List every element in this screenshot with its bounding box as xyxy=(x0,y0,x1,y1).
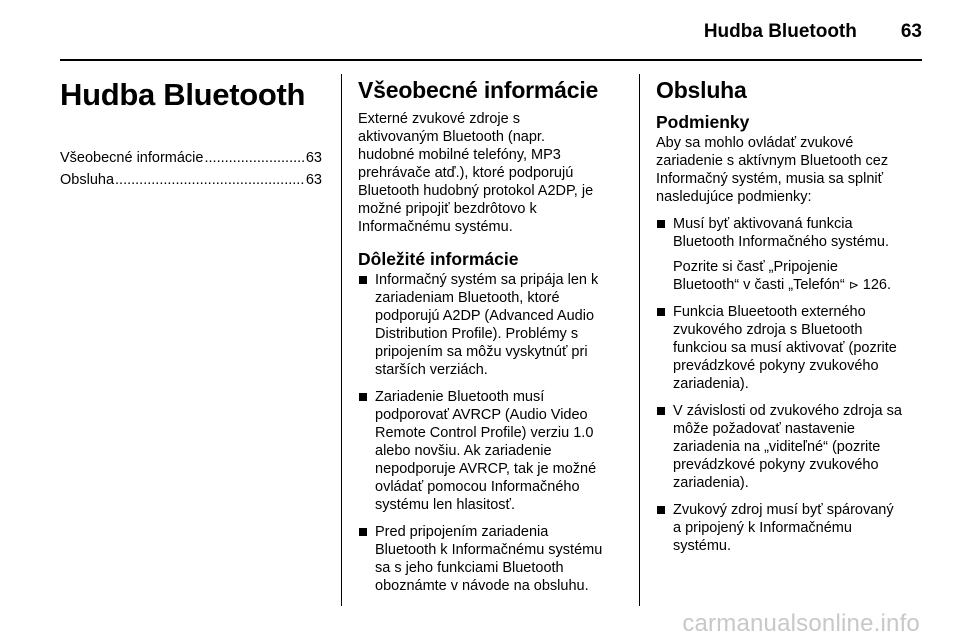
bullet-square-icon xyxy=(657,407,665,415)
conditions-list xyxy=(656,215,922,555)
list-item: Pred pripojením zariadenia Bluetooth k Informačnému systému sa s jeho funkciami Bluetooth oboznámte v návode na obsluhu. xyxy=(358,523,623,595)
watermark: carmanualsonline.info xyxy=(682,610,920,637)
list-item: Informačný systém sa pripája len k zariadeniam Bluetooth, ktoré podporujú A2DP (Advanced Audio Distribution Profile). Problémy s pripojením sa môžu vyskytnúť pri starších verziách. xyxy=(358,271,623,379)
column-divider-right xyxy=(639,74,640,606)
operation-column xyxy=(656,74,922,564)
bullet-square-icon xyxy=(359,528,367,536)
bullet-square-icon xyxy=(359,393,367,401)
important-info-heading: Dôležité informácie xyxy=(358,249,519,269)
list-item: Zariadenie Bluetooth musí podporovať AVRCP (Audio Video Remote Control Profile) verziu 1.0 alebo novšiu. Ak zariadenie nepodporuje AVRCP, tak je možné ovládať pomocou Informačného systému len hlasitosť. xyxy=(358,388,623,514)
general-info-intro: Externé zvukové zdroje s aktivovaným Bluetooth (napr. hudobné mobilné telefóny, MP3 prehrávače atď.), ktoré podporujú Bluetooth hudobný protokol A2DP, je možné pripojiť bezdrôtovo k Informačnému systému. xyxy=(358,111,594,235)
list-item: Funkcia Blueetooth externého zvukového zdroja s Bluetooth funkciou sa musí aktivovať (pozrite prevádzkové pokyny zvukového zariadenia). xyxy=(656,303,922,393)
column-divider-left xyxy=(341,74,342,606)
cross-reference-note: Pozrite si časť „Pripojenie Bluetooth“ v časti „Telefón“ ⊳ 126. xyxy=(673,259,892,293)
running-header-title: Hudba Bluetooth xyxy=(703,21,857,42)
chapter-title: Hudba Bluetooth xyxy=(60,77,306,112)
list-item: V závislosti od zvukového zdroja sa môže požadovať nastavenie zariadenia na „viditeľné“ (pozrite prevádzkové pokyny zvukového zariadenia). xyxy=(656,402,922,492)
important-info-list xyxy=(358,271,623,595)
list-item: Musí byť aktivovaná funkcia Bluetooth Informačného systému. Pozrite si časť „Pripojenie Bluetooth“ v časti „Telefón“ ⊳ 126. xyxy=(656,215,922,294)
toc-entry-label: Obsluha xyxy=(60,172,115,188)
toc-entry-label: Všeobecné informácie xyxy=(60,150,204,166)
header-rule xyxy=(60,59,922,61)
bullet-square-icon xyxy=(657,220,665,228)
toc-entry-page: 63 xyxy=(305,172,322,188)
toc-dot-leader xyxy=(204,148,304,168)
running-header xyxy=(660,20,922,44)
page-reference-arrow-icon: ⊳ xyxy=(848,278,859,292)
toc-column xyxy=(60,74,322,192)
toc-entry-operation[interactable] xyxy=(60,170,322,190)
list-item: Zvukový zdroj musí byť spárovaný a pripojený k Informačnému systému. xyxy=(656,501,922,555)
bullet-square-icon xyxy=(657,308,665,316)
toc-entry-page: 63 xyxy=(305,150,322,166)
page-reference-link[interactable]: 126. xyxy=(862,277,892,293)
general-info-heading: Všeobecné informácie xyxy=(358,77,599,103)
operation-heading: Obsluha xyxy=(656,77,747,103)
page-number: 63 xyxy=(900,21,922,42)
bullet-square-icon xyxy=(359,276,367,284)
general-info-column xyxy=(358,74,623,604)
conditions-heading: Podmienky xyxy=(656,112,750,132)
toc-dot-leader xyxy=(115,170,305,190)
bullet-square-icon xyxy=(657,506,665,514)
toc-entry-general[interactable] xyxy=(60,148,322,168)
conditions-intro: Aby sa mohlo ovládať zvukové zariadenie s aktívnym Bluetooth cez Informačný systém, musia sa splniť nasledujúce podmienky: xyxy=(656,135,889,205)
